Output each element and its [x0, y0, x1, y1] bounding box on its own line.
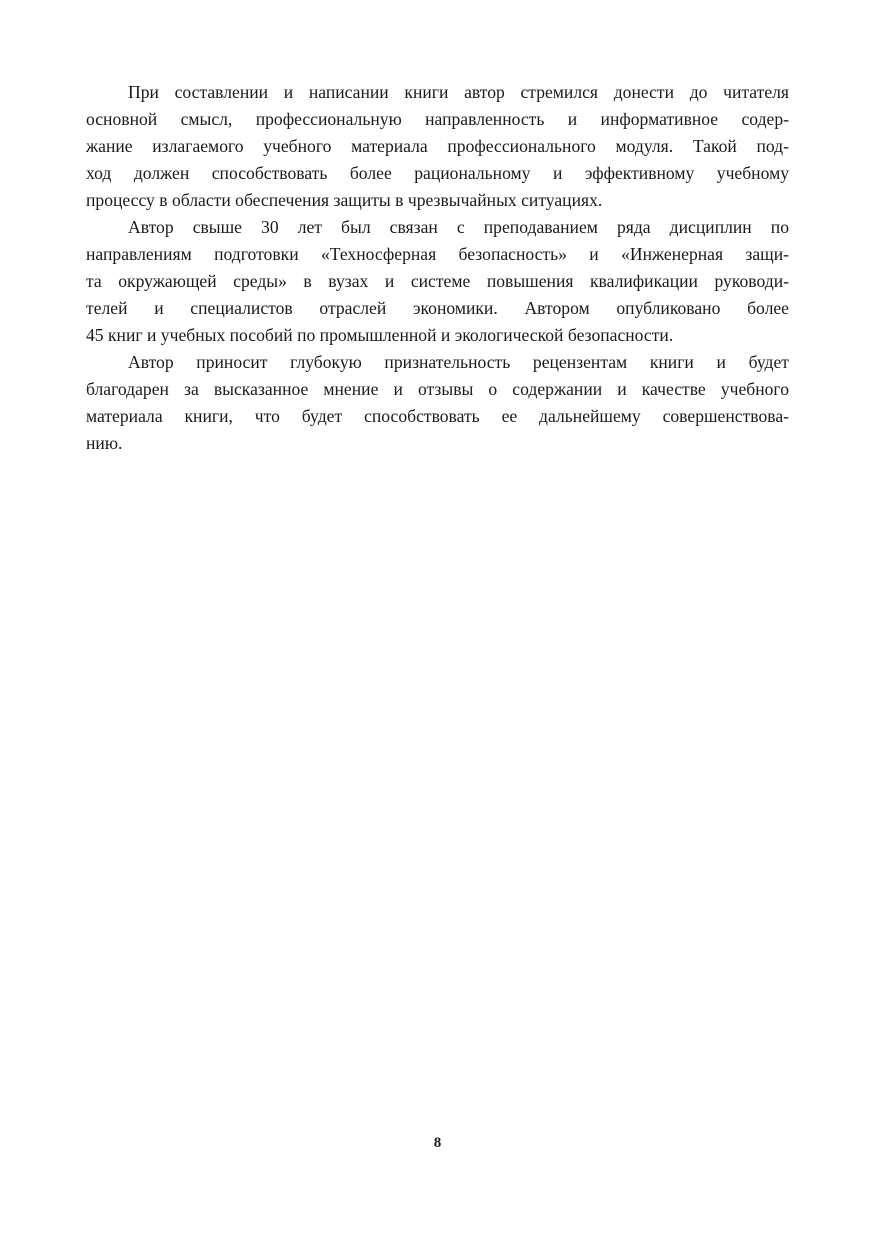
paragraph-line: 45 книг и учебных пособий по промышленной и экологической безопасности. [86, 325, 674, 345]
paragraph-1 [86, 79, 789, 214]
paragraph-line: материала книги, что будет способствовать ее дальнейшему совершенствова- [86, 406, 789, 426]
paragraph-line: Автор свыше 30 лет был связан с преподаванием ряда дисциплин по [128, 217, 789, 237]
paragraph-line: телей и специалистов отраслей экономики. Автором опубликовано более [86, 298, 789, 318]
paragraph-3 [86, 349, 789, 457]
paragraph-line: Автор приносит глубокую признательность рецензентам книги и будет [128, 352, 789, 372]
page-number: 8 [433, 1135, 442, 1151]
paragraph-line: основной смысл, профессиональную направленность и информативное содер- [86, 109, 789, 129]
paragraph-line: процессу в области обеспечения защиты в чрезвычайных ситуациях. [86, 190, 603, 210]
paragraph-line: При составлении и написании книги автор стремился донести до читателя [128, 82, 789, 102]
paragraph-line: благодарен за высказанное мнение и отзывы о содержании и качестве учебного [86, 379, 789, 399]
paragraph-2 [86, 214, 789, 349]
paragraph-line: ход должен способствовать более рациональному и эффективному учебному [86, 163, 789, 183]
body-text [86, 79, 789, 457]
paragraph-line: направлениям подготовки «Техносферная безопасность» и «Инженерная защи- [86, 244, 789, 264]
paragraph-line: жание излагаемого учебного материала профессионального модуля. Такой под- [86, 136, 789, 156]
paragraph-line: нию. [86, 433, 123, 453]
paragraph-line: та окружающей среды» в вузах и системе повышения квалификации руководи- [86, 271, 789, 291]
